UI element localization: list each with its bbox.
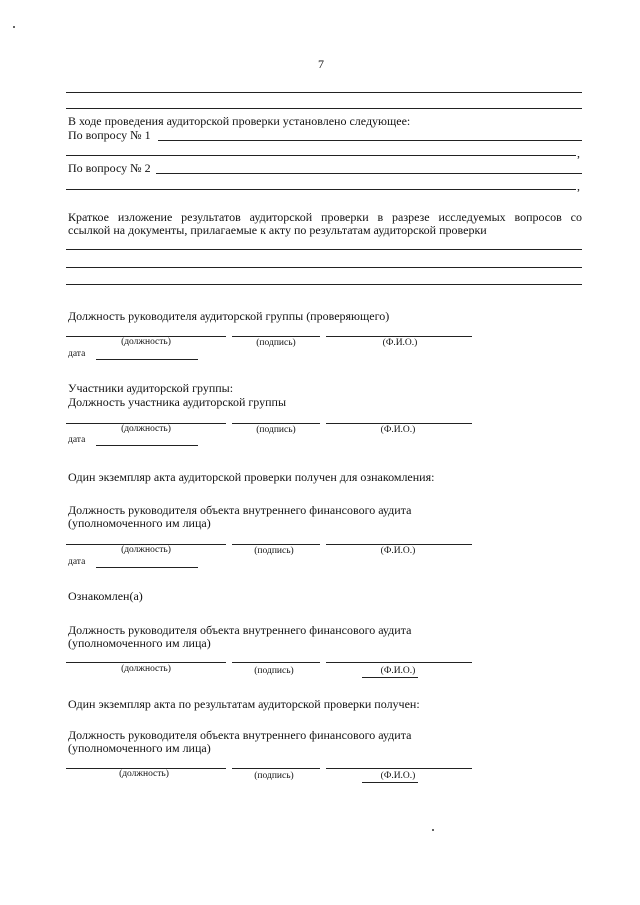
full-name-caption: (Ф.И.О.): [380, 771, 416, 781]
signature-caption: (подпись): [256, 425, 296, 435]
signature-line[interactable]: [232, 336, 320, 337]
signature-line[interactable]: [232, 662, 320, 663]
position-caption: (должность): [121, 337, 171, 347]
findings-intro: В ходе проведения аудиторской проверки установлено следующее:: [68, 114, 411, 128]
top-rule-2: [66, 108, 582, 109]
full-name-line[interactable]: [326, 662, 472, 663]
question-2-label: По вопросу № 2: [68, 161, 151, 175]
date-caption: дата: [68, 557, 86, 567]
full-name-caption: (Ф.И.О.): [382, 338, 418, 348]
full-name-caption: (Ф.И.О.): [380, 425, 416, 435]
object-head-heading-line-1: Должность руководителя объекта внутреннего финансового аудита: [68, 503, 412, 517]
signature-caption: (подпись): [254, 771, 294, 781]
position-caption: (должность): [121, 424, 171, 434]
full-name-line[interactable]: [326, 768, 472, 769]
line-end-mark: ,: [577, 179, 580, 193]
summary-answer-line-3[interactable]: [66, 284, 582, 285]
participant-position-heading: Должность участника аудиторской группы: [68, 395, 287, 409]
signature-line[interactable]: [232, 544, 320, 545]
line-end-mark: ,: [577, 146, 580, 160]
position-line[interactable]: [66, 662, 226, 663]
object-head-heading-line-2: (уполномоченного им лица): [68, 636, 211, 650]
full-name-underline: [362, 677, 418, 678]
object-head-heading-line-1: Должность руководителя объекта внутреннего финансового аудита: [68, 728, 412, 742]
scan-speck: [432, 829, 434, 831]
full-name-underline: [362, 782, 418, 783]
participants-heading: Участники аудиторской группы:: [68, 381, 234, 395]
summary-line-2: ссылкой на документы, прилагаемые к акту по результатам аудиторской проверки: [68, 223, 487, 237]
signature-line[interactable]: [232, 768, 320, 769]
signature-caption: (подпись): [254, 666, 294, 676]
summary-answer-line-2[interactable]: [66, 267, 582, 268]
question-1-answer-line-2[interactable]: [66, 155, 576, 156]
signature-caption: (подпись): [256, 338, 296, 348]
received-for-review-heading: Один экземпляр акта аудиторской проверки получен для ознакомления:: [68, 470, 435, 484]
object-head-heading-line-2: (уполномоченного им лица): [68, 516, 211, 530]
full-name-line[interactable]: [326, 423, 472, 424]
scan-speck: [13, 26, 15, 28]
date-caption: дата: [68, 349, 86, 359]
page-number: 7: [318, 57, 324, 71]
position-caption: (должность): [119, 769, 169, 779]
position-caption: (должность): [121, 545, 171, 555]
question-1-answer-line[interactable]: [158, 140, 582, 141]
signature-caption: (подпись): [254, 546, 294, 556]
signature-line[interactable]: [232, 423, 320, 424]
object-head-heading-line-2: (уполномоченного им лица): [68, 741, 211, 755]
top-rule-1: [66, 92, 582, 93]
full-name-caption: (Ф.И.О.): [380, 546, 416, 556]
full-name-caption: (Ф.И.О.): [380, 666, 416, 676]
position-caption: (должность): [121, 664, 171, 674]
object-head-heading-line-1: Должность руководителя объекта внутреннего финансового аудита: [68, 623, 412, 637]
question-2-answer-line[interactable]: [156, 173, 582, 174]
question-2-answer-line-2[interactable]: [66, 189, 576, 190]
date-line[interactable]: [96, 359, 198, 360]
head-auditor-heading: Должность руководителя аудиторской группы (проверяющего): [68, 309, 390, 323]
full-name-line[interactable]: [326, 336, 472, 337]
question-1-label: По вопросу № 1: [68, 128, 151, 142]
acknowledged-label: Ознакомлен(а): [68, 589, 143, 603]
date-caption: дата: [68, 435, 86, 445]
received-copy-heading: Один экземпляр акта по результатам аудиторской проверки получен:: [68, 697, 420, 711]
full-name-line[interactable]: [326, 544, 472, 545]
date-line[interactable]: [96, 567, 198, 568]
date-line[interactable]: [96, 445, 198, 446]
summary-line-1: Краткое изложение результатов аудиторской проверки в разрезе исследуемых вопросов со: [68, 210, 582, 224]
summary-answer-line-1[interactable]: [66, 249, 582, 250]
